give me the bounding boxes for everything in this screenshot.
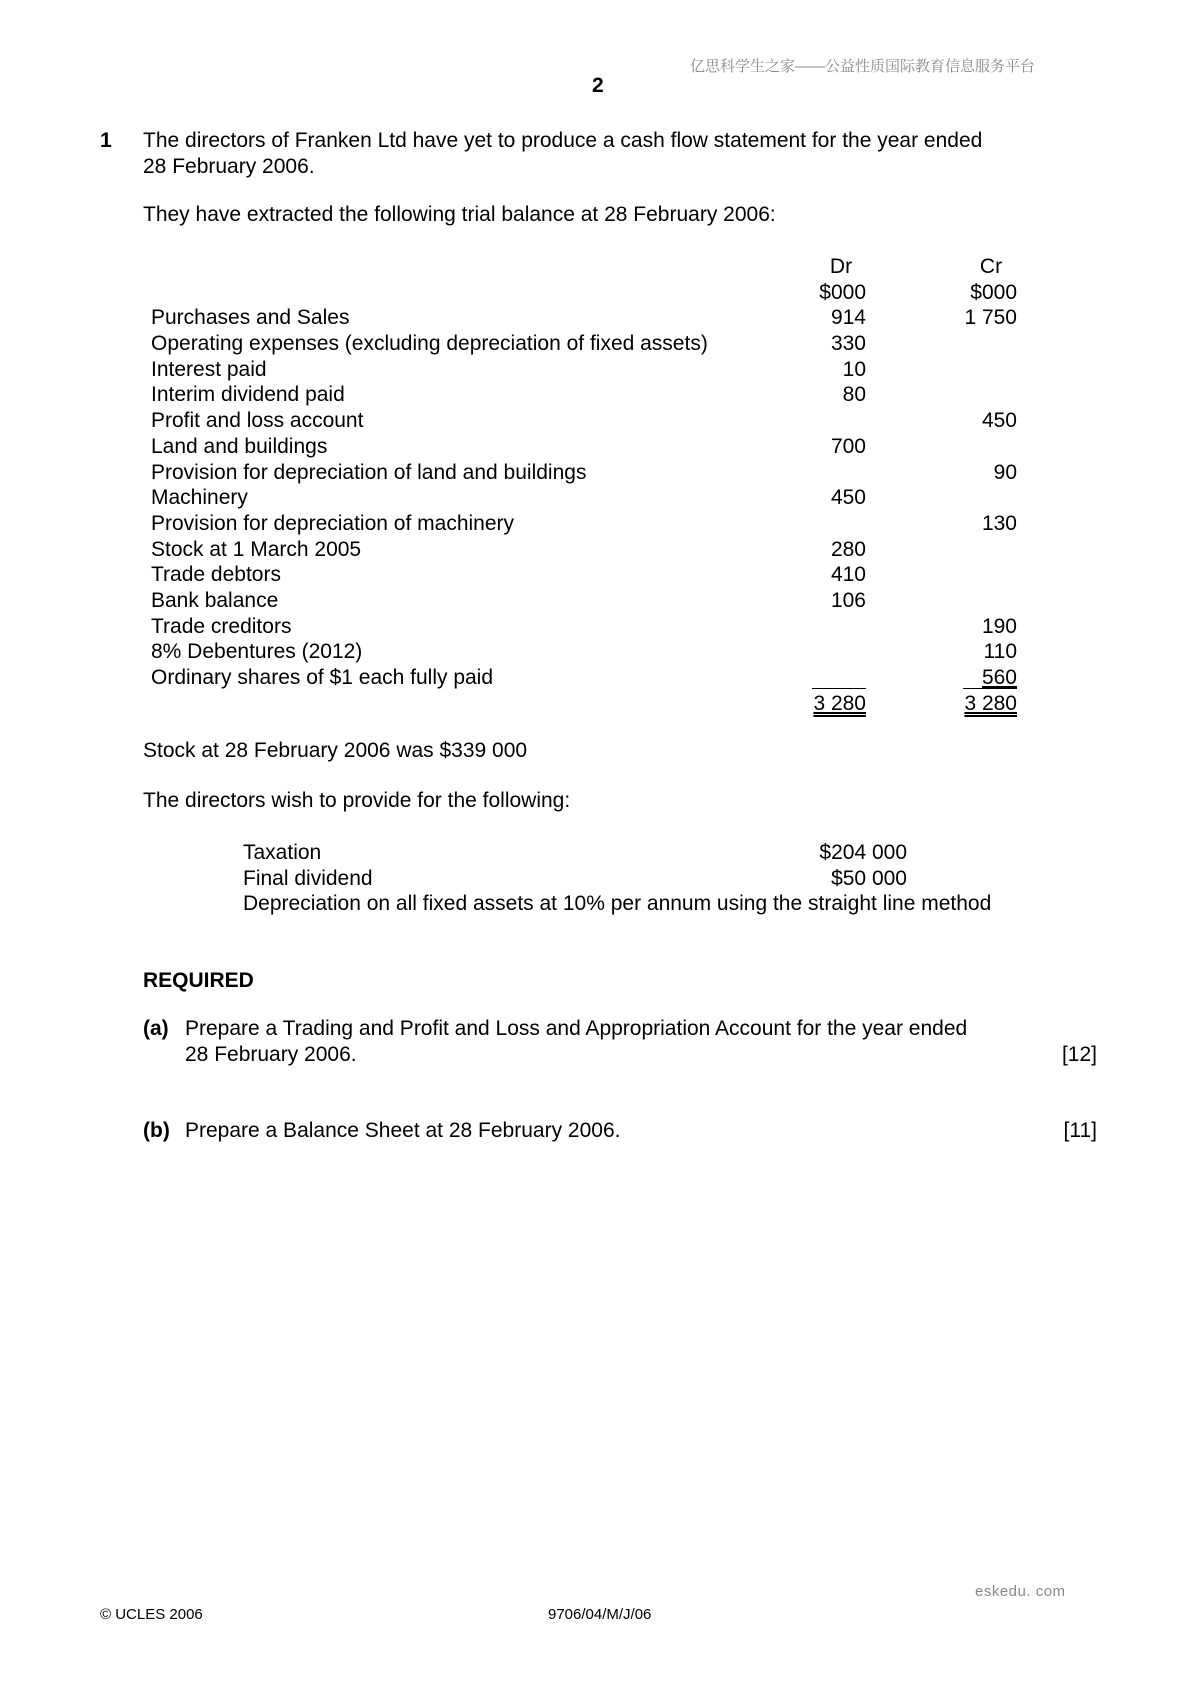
question-number: 1 xyxy=(100,129,112,152)
provision-item xyxy=(243,840,1043,866)
tb-account-label: 8% Debentures (2012) xyxy=(151,640,363,664)
tb-dr-value: 450 xyxy=(830,486,866,510)
tb-body xyxy=(151,305,1031,690)
intro-line-2: 28 February 2006. xyxy=(143,155,315,178)
tb-row xyxy=(151,639,1031,665)
dr-header: Dr xyxy=(829,255,853,278)
part-a-label: (a) xyxy=(143,1017,169,1040)
part-a-marks: [12] xyxy=(1061,1043,1097,1066)
tb-cr-value: 130 xyxy=(981,511,1017,535)
tb-cr-value: 110 xyxy=(983,640,1017,664)
tb-row xyxy=(151,408,1031,434)
intro-line-1: The directors of Franken Ltd have yet to produce a cash flow statement for the year ended xyxy=(143,129,983,152)
tb-dr-value: 280 xyxy=(830,537,866,561)
trial-balance-table xyxy=(151,254,1031,716)
tb-cr-value: 560 xyxy=(981,666,1017,689)
tb-account-label: Purchases and Sales xyxy=(151,306,350,330)
dr-column-rule xyxy=(812,688,866,689)
tb-row xyxy=(151,331,1031,357)
tb-account-label: Stock at 1 March 2005 xyxy=(151,537,362,561)
provision-label: Taxation xyxy=(243,841,322,864)
tb-account-label: Ordinary shares of $1 each fully paid xyxy=(151,666,494,689)
site-header-text: 亿思科学生之家——公益性质国际教育信息服务平台 xyxy=(690,58,1036,75)
tb-row xyxy=(151,614,1031,640)
tb-account-label: Trade creditors xyxy=(151,614,292,638)
cr-header: Cr xyxy=(979,255,1003,278)
tb-dr-value: 914 xyxy=(830,306,866,330)
tb-row xyxy=(151,511,1031,537)
tb-account-label: Land and buildings xyxy=(151,434,328,458)
part-a-line-2: 28 February 2006. xyxy=(185,1043,357,1066)
footer-copyright: © UCLES 2006 xyxy=(100,1606,203,1623)
provision-label: Final dividend xyxy=(243,866,373,890)
trial-balance-intro: They have extracted the following trial balance at 28 February 2006: xyxy=(143,203,776,226)
depreciation-note: Depreciation on all fixed assets at 10% per annum using the straight line method xyxy=(243,892,992,916)
page-number: 2 xyxy=(592,74,604,97)
tb-account-label: Profit and loss account xyxy=(151,409,364,433)
watermark-text: eskedu. com xyxy=(975,1583,1066,1600)
tb-cr-value: 1 750 xyxy=(964,306,1017,330)
tb-cr-value: 190 xyxy=(981,614,1017,638)
part-b-marks: [11] xyxy=(1063,1119,1097,1142)
provision-item xyxy=(243,866,1043,892)
tb-dr-value: 80 xyxy=(842,383,866,407)
tb-account-label: Bank balance xyxy=(151,588,279,612)
dr-unit: $000 xyxy=(819,280,866,304)
part-b-text: Prepare a Balance Sheet at 28 February 2006. xyxy=(185,1119,621,1142)
tb-account-label: Machinery xyxy=(151,486,248,510)
part-a-text xyxy=(185,1016,967,1068)
tb-cr-value: 450 xyxy=(981,409,1017,433)
tb-row xyxy=(151,588,1031,614)
tb-total-row xyxy=(151,691,1031,717)
tb-dr-value: 330 xyxy=(830,332,866,356)
provision-amount: $204 000 xyxy=(819,841,907,864)
tb-row xyxy=(151,357,1031,383)
tb-row xyxy=(151,382,1031,408)
tb-account-label: Provision for depreciation of machinery xyxy=(151,511,515,535)
depreciation-note-row xyxy=(243,891,1043,917)
tb-dr-value: 10 xyxy=(842,357,866,381)
part-b-label: (b) xyxy=(143,1119,170,1142)
tb-account-label: Provision for depreciation of land and buildings xyxy=(151,460,587,484)
tb-row xyxy=(151,460,1031,486)
tb-account-label: Trade debtors xyxy=(151,563,281,587)
required-title: REQUIRED xyxy=(143,969,254,992)
tb-account-label: Interest paid xyxy=(151,357,267,381)
tb-row xyxy=(151,485,1031,511)
provisions-list xyxy=(243,840,1043,917)
tb-cr-value: 90 xyxy=(993,460,1017,484)
tb-dr-value: 106 xyxy=(830,588,866,612)
tb-row xyxy=(151,434,1031,460)
tb-row xyxy=(151,305,1031,331)
tb-dr-value: 700 xyxy=(830,434,866,458)
question-intro xyxy=(143,128,982,180)
tb-row xyxy=(151,562,1031,588)
provision-amount: $50 000 xyxy=(831,866,907,890)
total-dr: 3 280 xyxy=(813,691,866,715)
stock-note: Stock at 28 February 2006 was $339 000 xyxy=(143,739,528,762)
cr-column-rule xyxy=(963,688,1017,689)
tb-header-row xyxy=(151,254,1031,280)
part-a-line-1: Prepare a Trading and Profit and Loss and Appropriation Account for the year ended xyxy=(185,1017,968,1040)
tb-row xyxy=(151,665,1031,691)
tb-row xyxy=(151,537,1031,563)
tb-unit-row xyxy=(151,280,1031,306)
total-cr: 3 280 xyxy=(964,691,1017,715)
tb-dr-value: 410 xyxy=(830,563,866,587)
provisions-intro: The directors wish to provide for the following: xyxy=(143,789,571,812)
cr-unit: $000 xyxy=(970,280,1017,304)
footer-code: 9706/04/M/J/06 xyxy=(548,1606,652,1623)
tb-account-label: Interim dividend paid xyxy=(151,383,345,407)
tb-account-label: Operating expenses (excluding depreciation of fixed assets) xyxy=(151,332,708,356)
